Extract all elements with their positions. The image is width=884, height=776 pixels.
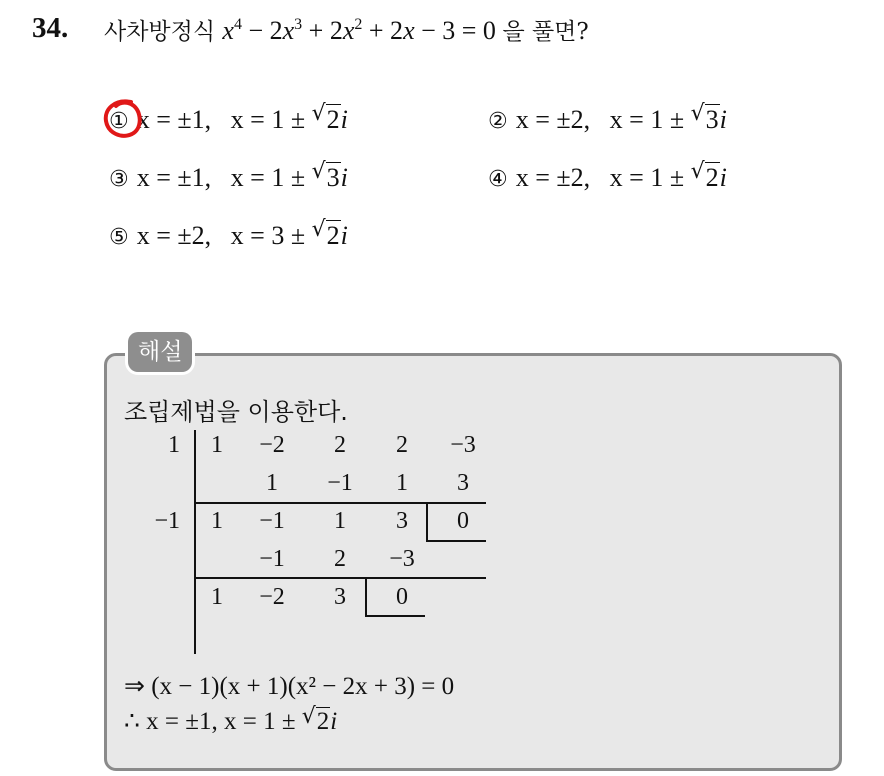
- choice-1[interactable]: ① x = ±1, x = 1 ± √ 2i: [109, 101, 348, 134]
- question-suffix: 을 풀면?: [502, 19, 589, 45]
- division-cell: −1: [259, 546, 285, 572]
- division-cell: 3: [334, 584, 346, 610]
- division-cell: 3: [457, 470, 469, 496]
- sqrt-symbol: √ 2: [301, 704, 330, 735]
- choice-3[interactable]: ③ x = ±1, x = 1 ± √ 3i: [109, 159, 348, 192]
- division-cell: 1: [396, 470, 408, 496]
- divisor-1: 1: [168, 432, 180, 458]
- division-cell: 1: [211, 584, 223, 610]
- choice-complex-part: x = 3 ±: [230, 221, 312, 250]
- choice-complex-part: x = 1 ±: [230, 163, 312, 192]
- choice-complex-part: x = 1 ±: [609, 163, 691, 192]
- division-cell: 1: [266, 470, 278, 496]
- division-cell: 0: [457, 508, 469, 534]
- factorization-line: ⇒ (x − 1)(x + 1)(x² − 2x + 3) = 0: [124, 673, 455, 700]
- choice-5[interactable]: ⑤ x = ±2, x = 3 ± √ 2i: [109, 217, 348, 250]
- choice-4[interactable]: ④ x = ±2, x = 1 ± √ 2i: [488, 159, 727, 192]
- question-number: 34.: [32, 12, 69, 44]
- division-cell: 1: [211, 432, 223, 458]
- division-cell: −2: [259, 584, 285, 610]
- division-cell: 0: [396, 584, 408, 610]
- division-cell: 1: [211, 508, 223, 534]
- division-rule-2: [196, 577, 486, 579]
- division-cell: 3: [396, 508, 408, 534]
- choice-number: ③: [109, 167, 129, 192]
- choice-complex-part: x = 1 ±: [609, 105, 691, 134]
- choice-number: ②: [488, 109, 508, 134]
- choice-number: ④: [488, 167, 508, 192]
- division-cell: −3: [389, 546, 415, 572]
- sqrt-symbol: √ 3: [311, 159, 340, 192]
- remainder-box-1-bottom: [426, 540, 486, 542]
- choice-roots: x = ±2,: [515, 163, 591, 192]
- division-cell: 1: [334, 508, 346, 534]
- choice-2[interactable]: ② x = ±2, x = 1 ± √ 3i: [488, 101, 727, 134]
- choice-roots: x = ±1,: [136, 105, 212, 134]
- choice-complex-part: x = 1 ±: [230, 105, 312, 134]
- division-cell: 2: [396, 432, 408, 458]
- conclusion-line: ∴ x = ±1, x = 1 ± √ 2i: [124, 704, 338, 735]
- division-cell: −2: [259, 432, 285, 458]
- sqrt-symbol: √ 2: [690, 159, 719, 192]
- remainder-box-2-bottom: [365, 615, 425, 617]
- division-cell: −1: [259, 508, 285, 534]
- division-cell: −3: [450, 432, 476, 458]
- remainder-box-2-left: [365, 577, 367, 615]
- choice-number: ①: [109, 109, 129, 134]
- divisor-2: −1: [154, 508, 180, 534]
- solution-tab: 해설: [128, 332, 192, 372]
- answer-mark-circle: [101, 97, 145, 141]
- division-vertical-rule: [194, 430, 196, 654]
- question-equation: $x^4 - 2x^3 + 2x^2 + 2x - 3 = 0$: [222, 16, 496, 45]
- sqrt-symbol: √ 3: [690, 101, 719, 134]
- choice-roots: x = ±1,: [136, 163, 212, 192]
- division-cell: 2: [334, 546, 346, 572]
- sqrt-symbol: √ 2: [311, 217, 340, 250]
- question-text: [104, 13, 589, 46]
- choice-roots: x = ±2,: [136, 221, 212, 250]
- solution-intro: 조립제법을 이용한다.: [124, 398, 348, 426]
- remainder-box-1-left: [426, 502, 428, 540]
- division-rule-1: [196, 502, 486, 504]
- choice-number: ⑤: [109, 225, 129, 250]
- choice-roots: x = ±2,: [515, 105, 591, 134]
- division-cell: 2: [334, 432, 346, 458]
- division-cell: −1: [327, 470, 353, 496]
- sqrt-symbol: √ 2: [311, 101, 340, 134]
- question-prefix: 사차방정식: [104, 19, 216, 45]
